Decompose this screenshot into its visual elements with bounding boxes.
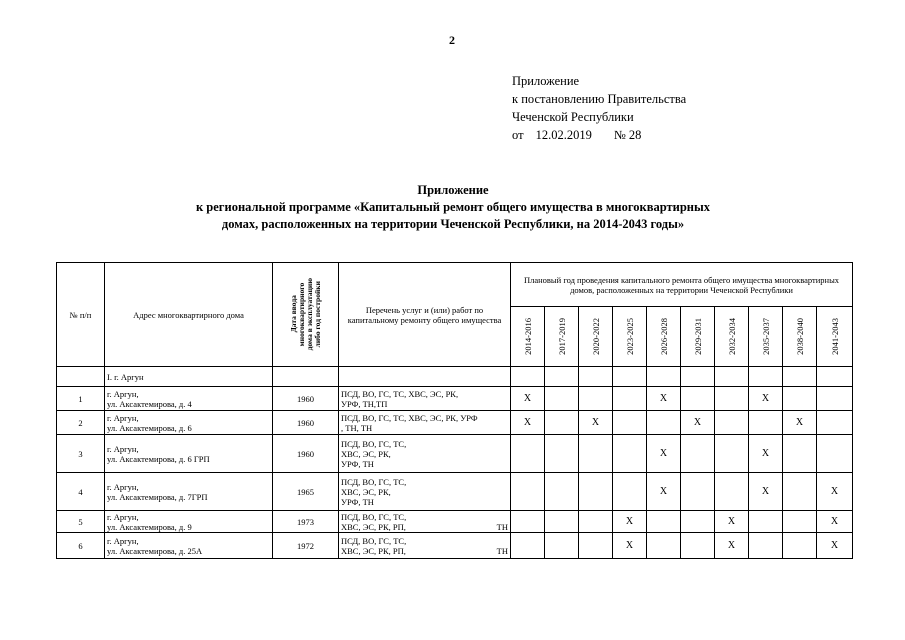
section-title: I. г. Аргун [105,367,273,387]
address-line: г. Аргун, [107,388,139,399]
services-line: УРФ, ТН [341,458,374,469]
address-line: ул. Аксактемирова, д. 25А [107,545,203,556]
services-tail: ТН [496,545,508,556]
services-line [341,522,508,532]
services-line: ХВС, ЭС, РК, [341,448,391,459]
period-header [817,307,853,367]
schedule-empty [783,533,817,559]
services-line: ПСД, ВО, ГС, ТС, ХВС, ЭС, РК, УРФ [341,412,478,423]
row-services [339,411,511,435]
document-title [100,182,806,233]
address-line: г. Аргун, [107,412,139,423]
period-header [647,307,681,367]
page-number: 2 [449,33,455,47]
period-header [545,307,579,367]
approval-date-line [512,126,686,144]
schedule-mark: X [613,511,647,533]
schedule-empty [749,411,783,435]
row-address [105,533,273,559]
header-row-main [57,263,853,307]
schedule-mark: X [715,533,749,559]
services-line: ПСД, ВО, ГС, ТС, [341,438,407,449]
schedule-empty [579,533,613,559]
period-label: 2014-2016 [522,318,533,355]
schedule-empty [511,511,545,533]
approval-line-1: Приложение [512,74,580,88]
schedule-mark: X [647,473,681,511]
title-line-1: Приложение [417,183,489,197]
section-empty-cell [681,367,715,387]
address-line: ул. Аксактемирова, д. 6 [107,422,192,433]
schedule-mark: X [749,435,783,473]
period-label: 2038-2040 [794,318,805,355]
section-empty-cell [749,367,783,387]
schedule-mark: X [579,411,613,435]
row-year: 1960 [273,435,339,473]
schedule-empty [647,533,681,559]
period-header [613,307,647,367]
section-empty-cell [715,367,749,387]
schedule-mark: X [817,473,853,511]
section-empty-cell [579,367,613,387]
header-num: № п/п [57,263,105,367]
address-line: г. Аргун, [107,443,139,454]
row-address [105,473,273,511]
section-empty-cell [647,367,681,387]
row-address [105,435,273,473]
schedule-empty [749,533,783,559]
section-empty-cell [613,367,647,387]
schedule-empty [715,411,749,435]
schedule-empty [783,435,817,473]
row-address [105,511,273,533]
schedule-empty [545,473,579,511]
section-empty-cell [783,367,817,387]
schedule-empty [817,411,853,435]
approval-line-2: к постановлению Правительства [512,92,687,106]
section-empty-cell [511,367,545,387]
period-label: 2032-2034 [726,318,737,355]
services-line: ПСД, ВО, ГС, ТС, [341,535,407,546]
header-date-line-4: либо год постройки [312,281,322,348]
address-line: ул. Аксактемирова, д. 4 [107,398,192,409]
schedule-empty [681,533,715,559]
services-line: УРФ, ТН,ТП [341,398,388,409]
header-plan: Плановый год проведения капитального ремонта общего имущества многоквартирных домов, расположенных на территории Чеченской Республики [511,263,853,307]
row-number: 4 [57,473,105,511]
table-row [57,533,853,559]
period-header [511,307,545,367]
services-line: ПСД, ВО, ГС, ТС, [341,476,407,487]
row-year: 1973 [273,511,339,533]
schedule-empty [511,533,545,559]
row-year: 1960 [273,411,339,435]
title-line-3: домах, расположенных на территории Чеченской Республики, на 2014-2043 годы» [221,217,685,231]
schedule-empty [715,387,749,411]
table-row [57,435,853,473]
schedule-empty [681,387,715,411]
period-header [681,307,715,367]
period-header [579,307,613,367]
services-line: , ТН, ТН [341,422,373,433]
period-label: 2041-2043 [829,318,840,355]
header-date [273,263,339,367]
title-line-2: к региональной программе «Капитальный ремонт общего имущества в многоквартирных [195,200,710,214]
address-line: ул. Аксактемирова, д. 7ГРП [107,491,208,502]
approval-from-label: от [512,128,524,142]
row-services [339,435,511,473]
period-label: 2020-2022 [590,318,601,355]
row-number: 5 [57,511,105,533]
schedule-mark: X [783,411,817,435]
schedule-empty [647,511,681,533]
schedule-empty [613,473,647,511]
schedule-empty [749,511,783,533]
period-label: 2029-2031 [692,318,703,355]
schedule-mark: X [817,511,853,533]
schedule-empty [681,435,715,473]
schedule-empty [783,387,817,411]
period-label: 2023-2025 [624,318,635,355]
address-line: г. Аргун, [107,535,139,546]
row-year: 1972 [273,533,339,559]
services-line: ПСД, ВО, ГС, ТС, [341,511,407,522]
row-address [105,387,273,411]
schedule-empty [545,411,579,435]
address-line: ул. Аксактемирова, д. 6 ГРП [107,453,210,464]
address-line: г. Аргун, [107,511,139,522]
services-text: ХВС, ЭС, РК, РП, [341,521,406,532]
services-line: ПСД, ВО, ГС, ТС, ХВС, ЭС, РК, [341,388,459,399]
section-empty-cell [57,367,105,387]
schedule-empty [817,387,853,411]
schedule-empty [579,511,613,533]
header-address: Адрес многоквартирного дома [105,263,273,367]
schedule-mark: X [749,387,783,411]
table-row [57,387,853,411]
schedule-empty [715,435,749,473]
period-header [715,307,749,367]
period-label: 2026-2028 [658,318,669,355]
schedule-empty [681,473,715,511]
schedule-mark: X [613,533,647,559]
header-services: Перечень услуг и (или) работ по капитальному ремонту общего имущества [339,263,511,367]
services-line: УРФ, ТН [341,496,374,507]
address-line: ул. Аксактемирова, д. 9 [107,521,192,532]
table-row [57,511,853,533]
row-number: 6 [57,533,105,559]
approval-number: № 28 [613,128,642,142]
schedule-empty [579,473,613,511]
schedule-empty [545,511,579,533]
schedule-mark: X [647,387,681,411]
row-address [105,411,273,435]
approval-block [512,72,686,144]
services-line [341,546,508,556]
section-row [57,367,853,387]
schedule-empty [613,387,647,411]
table-row [57,411,853,435]
approval-date: 12.02.2019 [535,128,592,142]
schedule-mark: X [817,533,853,559]
period-label: 2035-2037 [760,318,771,355]
schedule-mark: X [647,435,681,473]
row-services [339,387,511,411]
period-header [783,307,817,367]
schedule-mark: X [749,473,783,511]
schedule-empty [783,473,817,511]
schedule-empty [545,435,579,473]
period-header [749,307,783,367]
address-line: г. Аргун, [107,481,139,492]
services-tail: ТН [496,521,508,532]
row-year: 1960 [273,387,339,411]
schedule-empty [613,435,647,473]
schedule-empty [783,511,817,533]
row-number: 2 [57,411,105,435]
services-text: ХВС, ЭС, РК, РП, [341,545,406,556]
schedule-empty [817,435,853,473]
header-date-line-3: дома в эксплуатацию [304,278,314,351]
header-date-line-2: многоквартирного [296,282,306,347]
header-date-line-1: Дата ввода [288,295,298,334]
row-services [339,473,511,511]
section-empty-cell [545,367,579,387]
schedule-empty [579,387,613,411]
schedule-mark: X [511,411,545,435]
table-row [57,473,853,511]
schedule-empty [715,473,749,511]
row-number: 1 [57,387,105,411]
services-line: ХВС, ЭС, РК, [341,486,391,497]
row-year: 1965 [273,473,339,511]
period-label: 2017-2019 [556,318,567,355]
schedule-empty [511,435,545,473]
schedule-empty [647,411,681,435]
section-empty-cell [273,367,339,387]
schedule-empty [511,473,545,511]
repair-schedule-table [56,262,853,559]
approval-line-3: Чеченской Республики [512,110,634,124]
schedule-mark: X [511,387,545,411]
section-empty-cell [817,367,853,387]
schedule-empty [579,435,613,473]
row-services [339,533,511,559]
row-number: 3 [57,435,105,473]
section-empty-cell [339,367,511,387]
schedule-empty [545,533,579,559]
schedule-empty [545,387,579,411]
schedule-mark: X [715,511,749,533]
schedule-mark: X [681,411,715,435]
row-services [339,511,511,533]
schedule-empty [681,511,715,533]
schedule-empty [613,411,647,435]
